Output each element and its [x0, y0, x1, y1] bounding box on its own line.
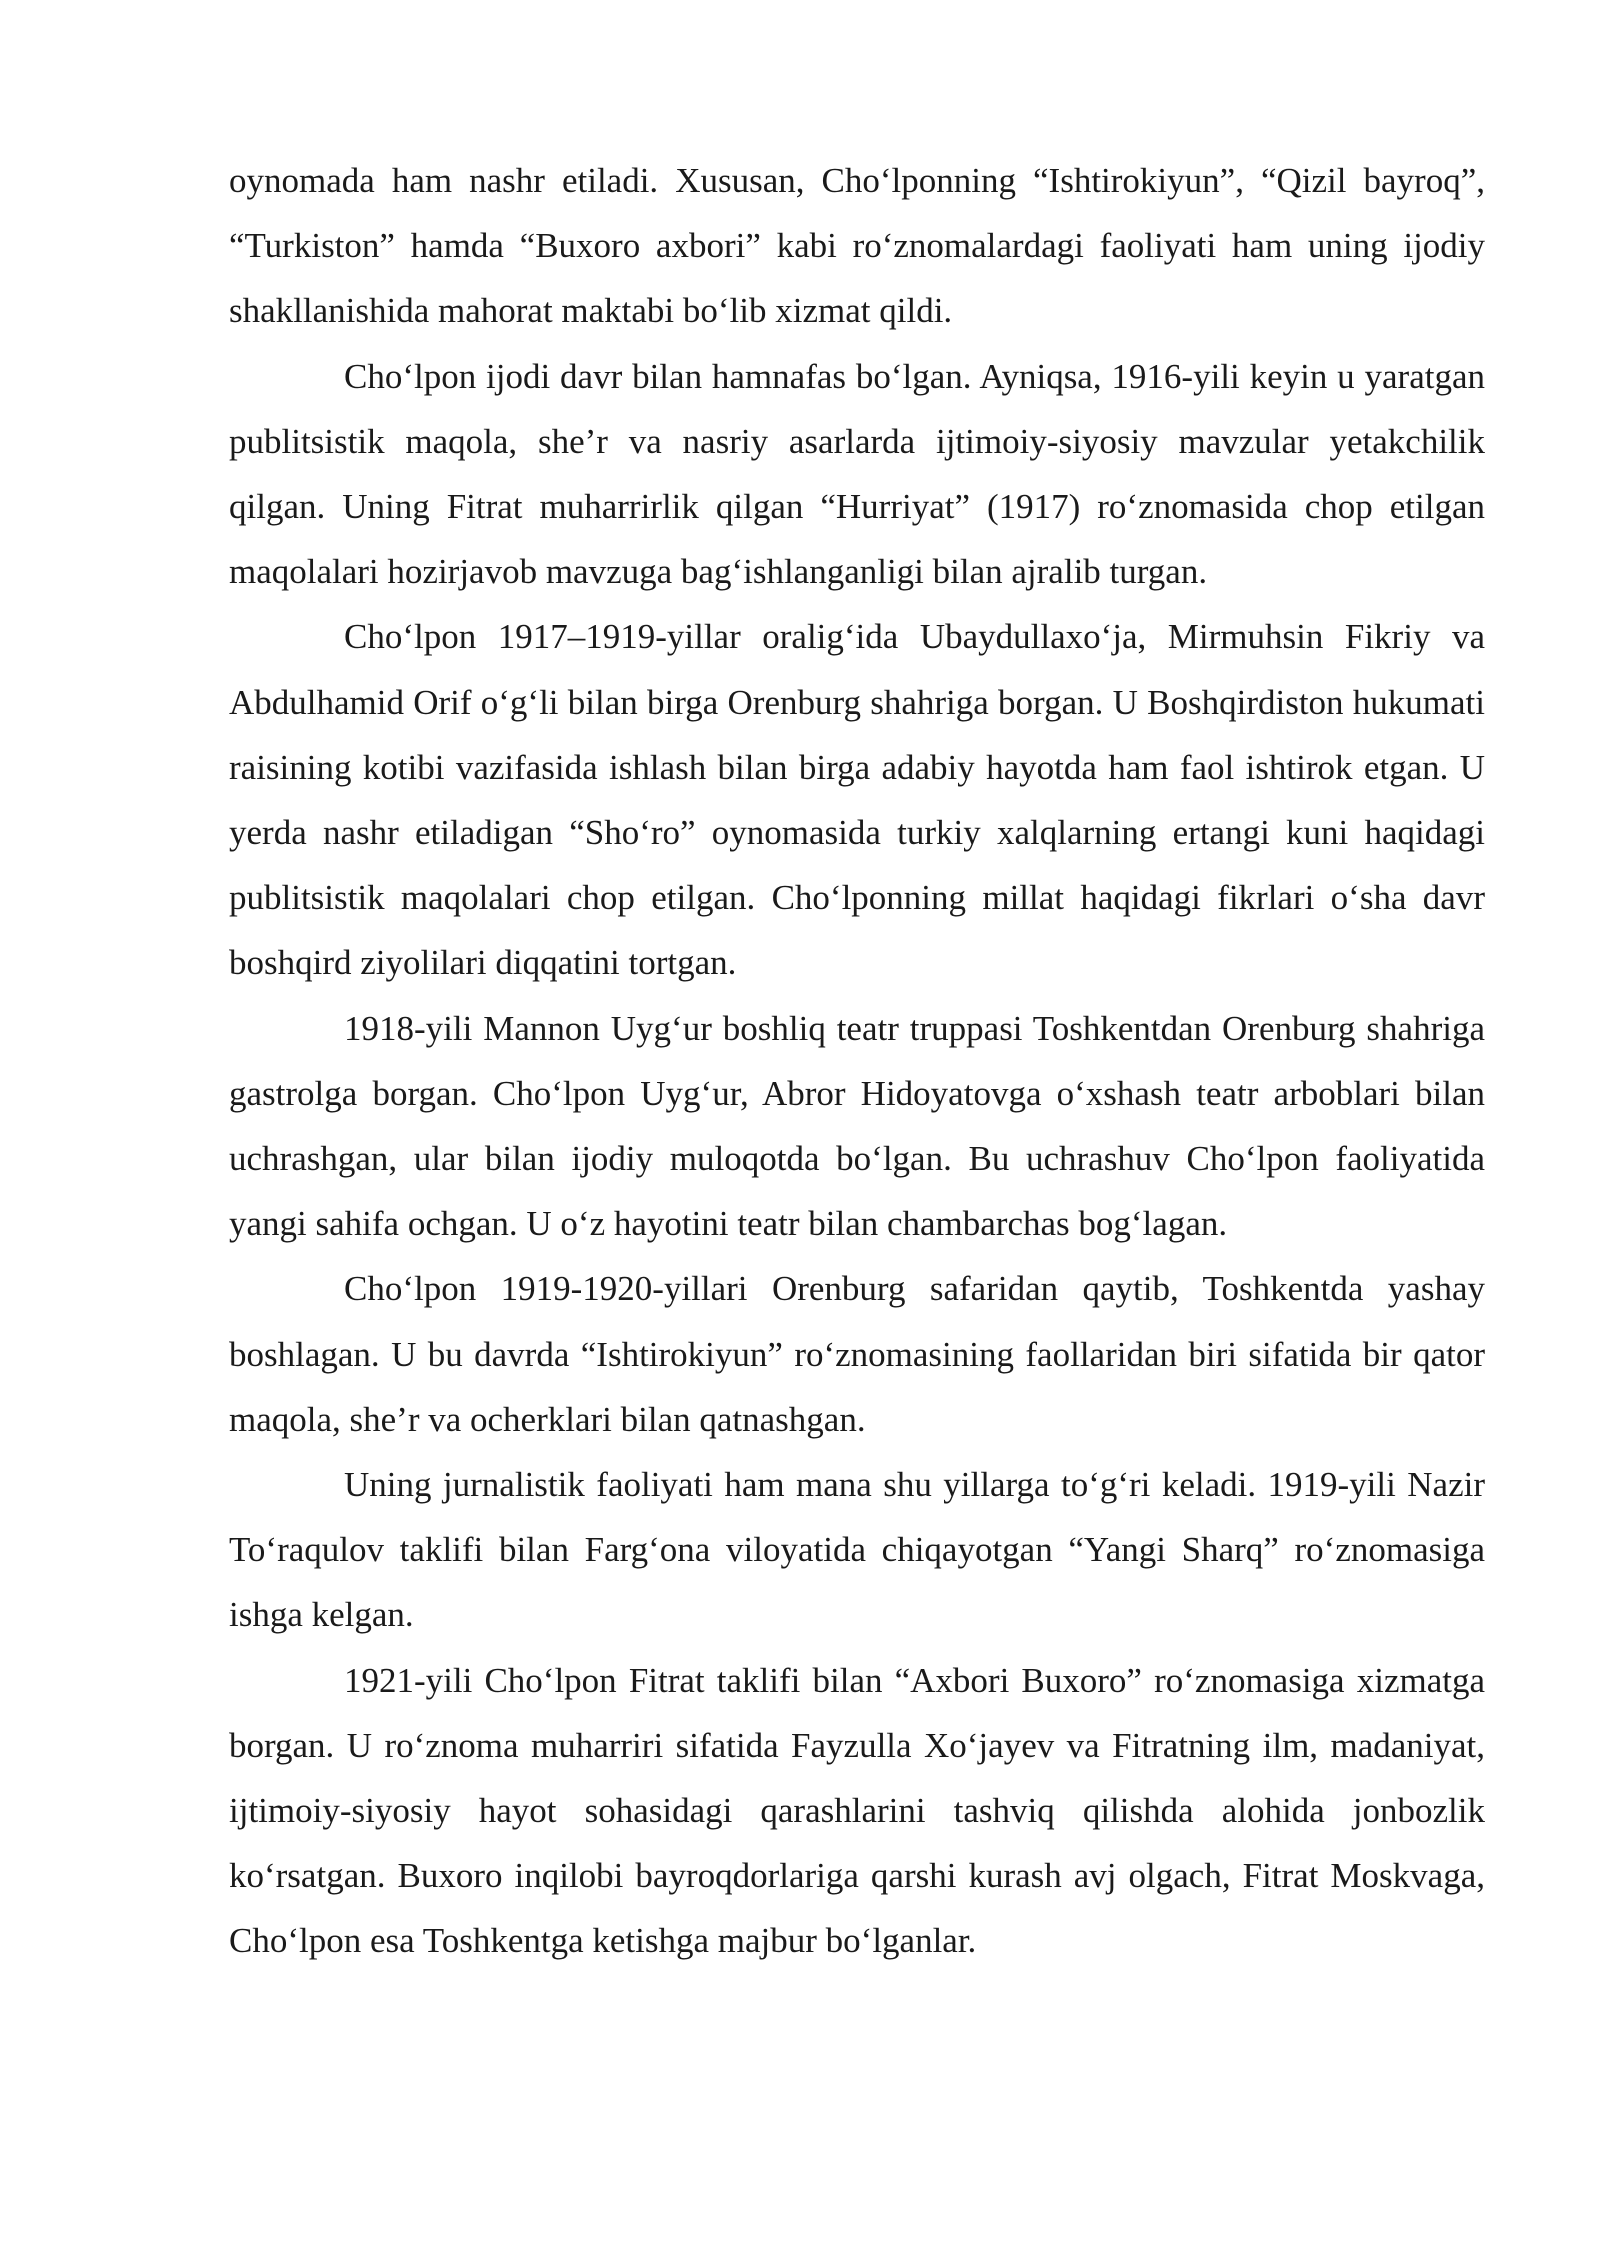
paragraph-continuation: oynomada ham nashr etiladi. Xususan, Cho‘lponning “Ishtirokiyun”, “Qizil bayroq”, “Turkiston” hamda “Buxoro axbori” kabi ro‘znomalardagi faoliyati ham uning ijodiy shakllanishida mahorat maktabi bo‘lib xizmat qildi. — [229, 161, 1485, 331]
paragraph: Cho‘lpon 1917–1919-yillar oralig‘ida Ubaydullaxo‘ja, Mirmuhsin Fikriy va Abdulhamid Orif o‘g‘li bilan birga Orenburg shahriga borgan. U Boshqirdiston hukumati raisining kotibi vazifasida ishlash bilan birga adabiy hayotda ham faol ishtirok etgan. U yerda nashr etiladigan “Sho‘ro” oynomasida turkiy xalqlarning ertangi kuni haqidagi publitsistik maqolalari chop etilgan. Cho‘lponning millat haqidagi fikrlari o‘sha davr boshqird ziyolilari diqqatini tortgan. — [229, 617, 1485, 983]
paragraph: 1921-yili Cho‘lpon Fitrat taklifi bilan “Axbori Buxoro” ro‘znomasiga xizmatga borgan. U ro‘znoma muharriri sifatida Fayzulla Xo‘jayev va Fitratning ilm, madaniyat, ijtimoiy-siyosiy hayot sohasidagi qarashlarini tashviq qilishda alohida jonbozlik ko‘rsatgan. Buxoro inqilobi bayroqdorlariga qarshi kurash avj olgach, Fitrat Moskvaga, Cho‘lpon esa Toshkentga ketishga majbur bo‘lganlar. — [229, 1660, 1485, 1961]
paragraph: Cho‘lpon 1919-1920-yillari Orenburg safaridan qaytib, Toshkentda yashay boshlagan. U bu davrda “Ishtirokiyun” ro‘znomasining faollaridan biri sifatida bir qator maqola, she’r va ocherklari bilan qatnashgan. — [229, 1269, 1485, 1439]
paragraph: 1918-yili Mannon Uyg‘ur boshliq teatr truppasi Toshkentdan Orenburg shahriga gastrolga borgan. Cho‘lpon Uyg‘ur, Abror Hidoyatovga o‘xshash teatr arboblari bilan uchrashgan, ular bilan ijodiy muloqotda bo‘lgan. Bu uchrashuv Cho‘lpon faoliyatida yangi sahifa ochgan. U o‘z hayotini teatr bilan chambarchas bog‘lagan. — [229, 1008, 1485, 1244]
paragraph: Cho‘lpon ijodi davr bilan hamnafas bo‘lgan. Ayniqsa, 1916-yili keyin u yaratgan publitsistik maqola, she’r va nasriy asarlarda ijtimoiy-siyosiy mavzular yetakchilik qilgan. Uning Fitrat muharrirlik qilgan “Hurriyat” (1917) ro‘znomasida chop etilgan maqolalari hozirjavob mavzuga bag‘ishlanganligi bilan ajralib turgan. — [229, 356, 1485, 592]
document-body — [229, 148, 1485, 1974]
paragraph: Uning jurnalistik faoliyati ham mana shu yillarga to‘g‘ri keladi. 1919-yili Nazir To‘raqulov taklifi bilan Farg‘ona viloyatida chiqayotgan “Yangi Sharq” ro‘znomasiga ishga kelgan. — [229, 1465, 1485, 1635]
